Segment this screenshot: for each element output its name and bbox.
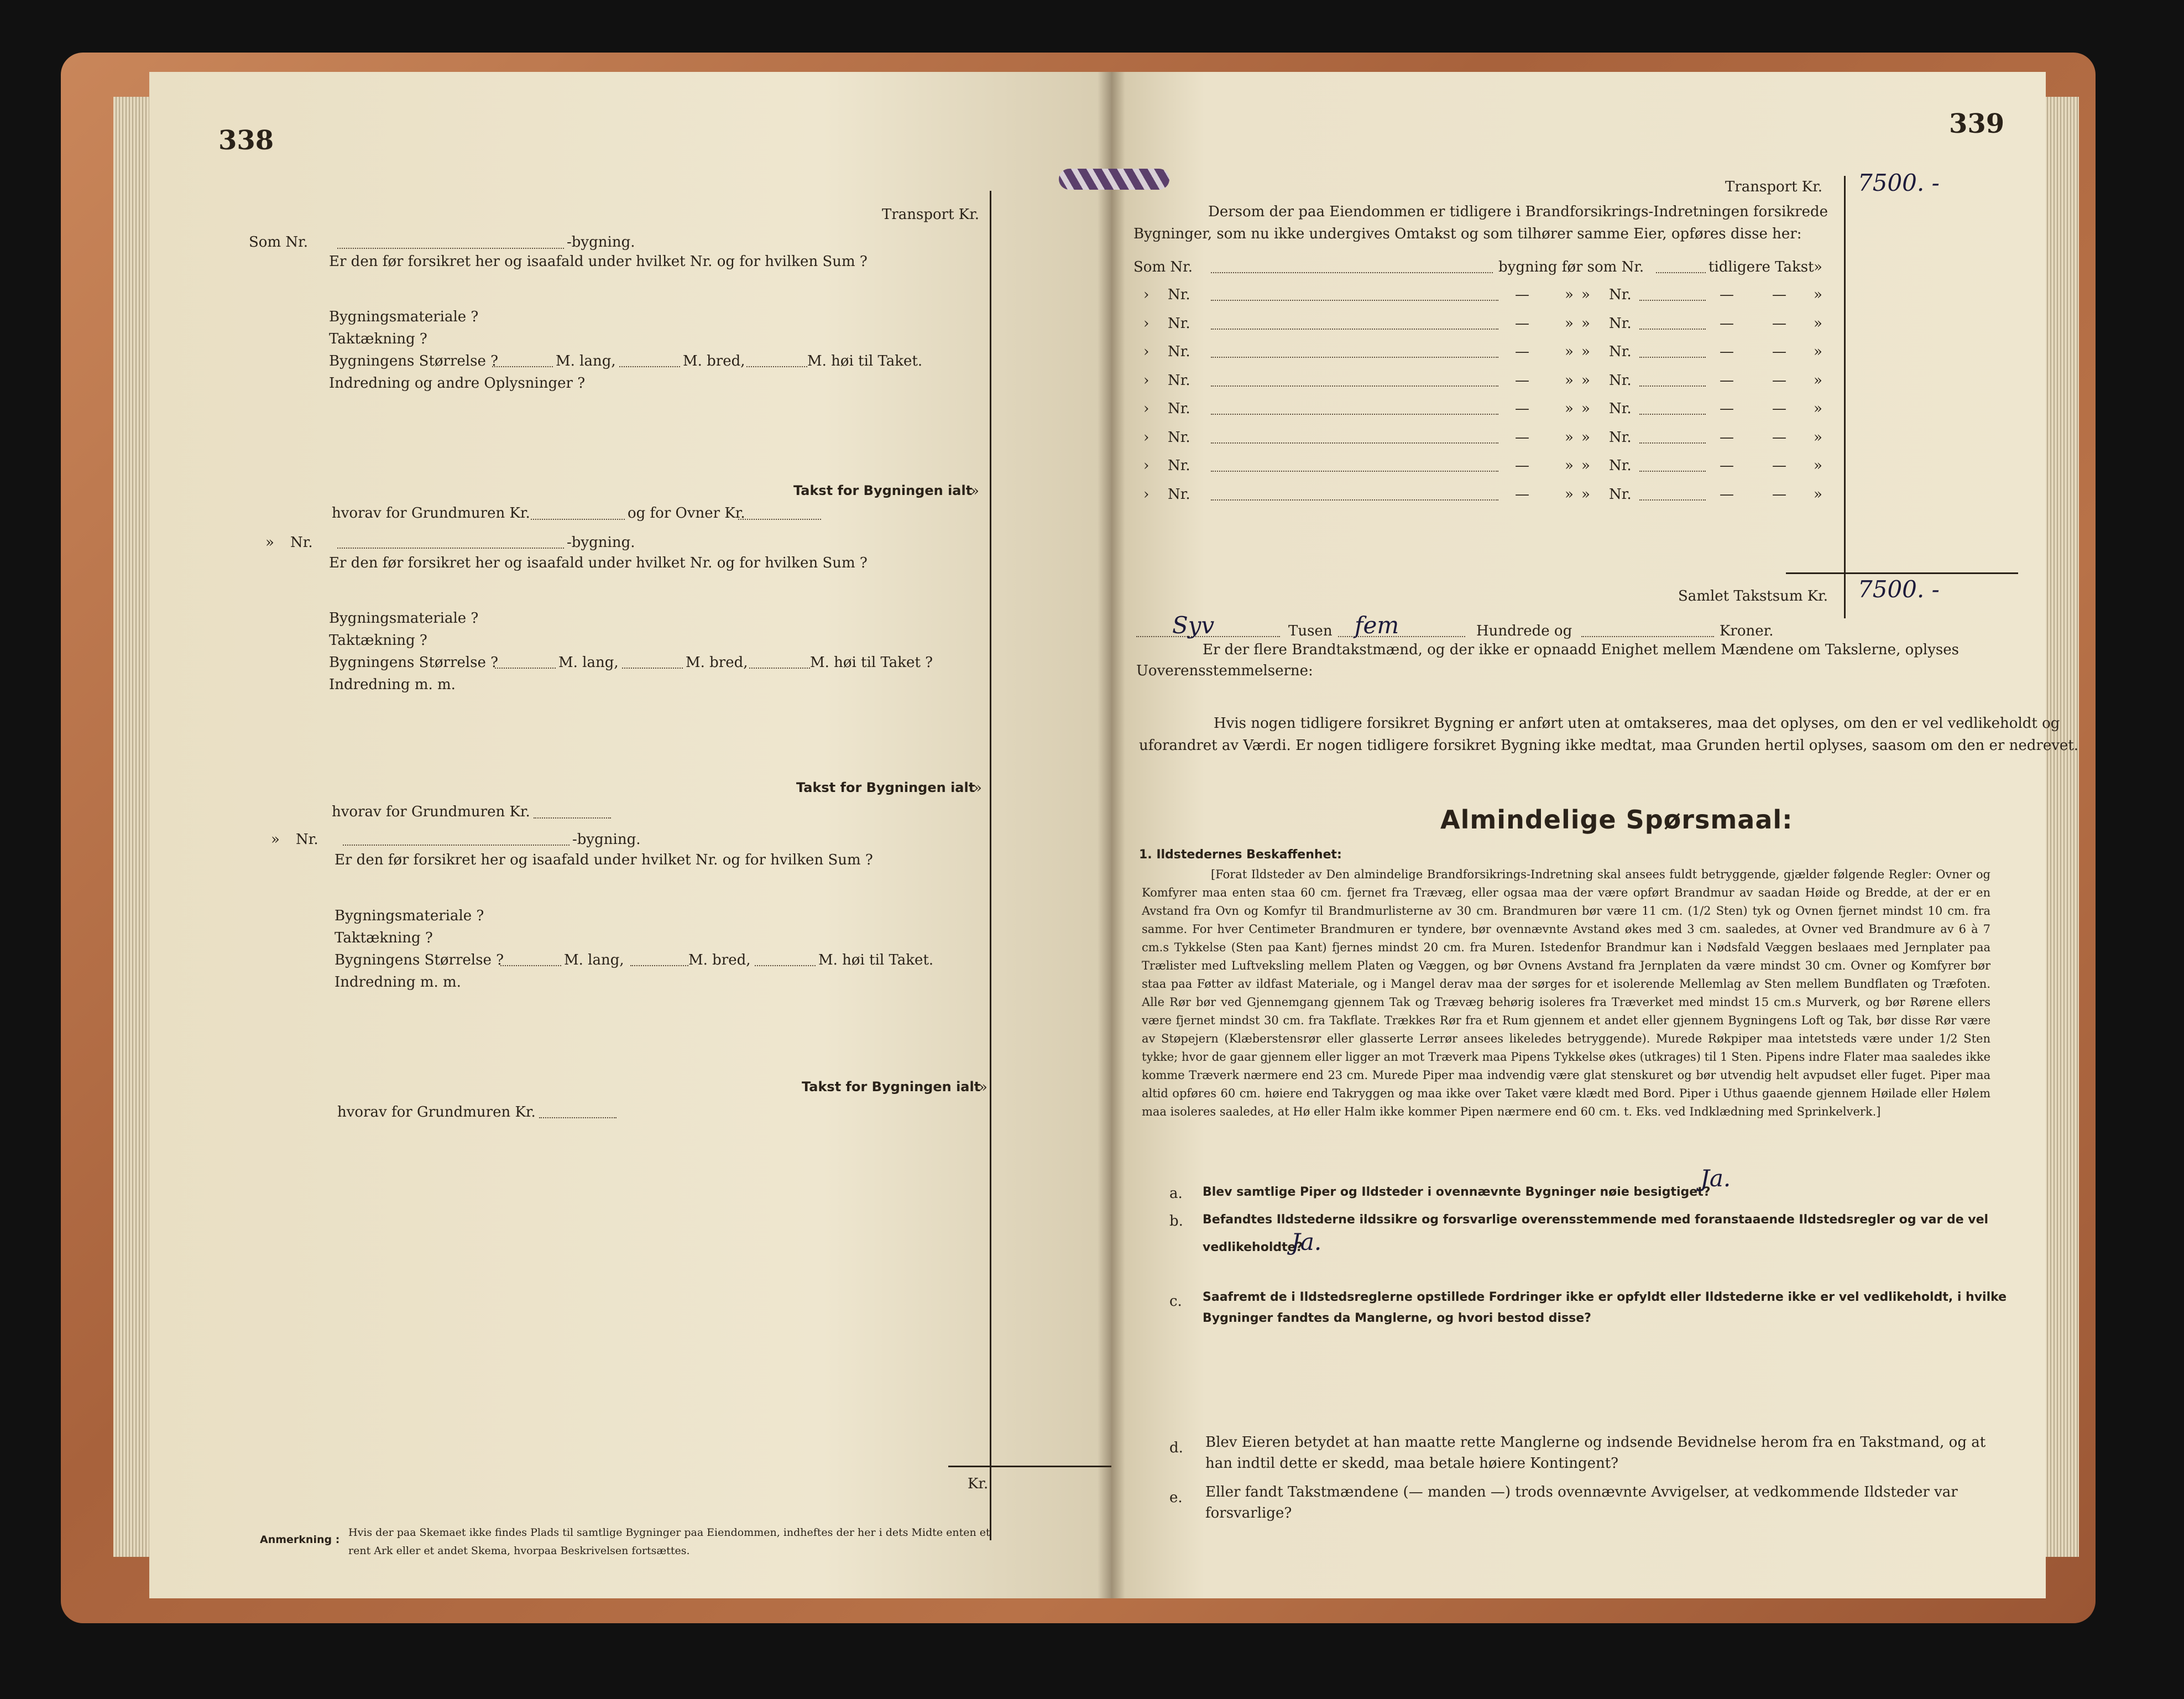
block3-bred-label: M. bred, (688, 952, 751, 968)
prior-row-nr-field[interactable] (1211, 414, 1498, 415)
prior-row-nr-label-2: Nr. (1609, 315, 1632, 332)
prior-row-arrow-end: » (1814, 457, 1822, 474)
block3-height-field[interactable] (755, 965, 816, 966)
bookmark-ribbon (1059, 169, 1169, 190)
prior-row-arrow-end: » (1814, 372, 1822, 389)
left-kr-label: Kr. (968, 1476, 989, 1492)
prior-row-som-nr-field[interactable] (1639, 385, 1706, 387)
anmerkning-text-1: Hvis der paa Skemaet ikke findes Plads til samtlige Bygninger paa Eiendommen, indheftes der her i dets Midte enten et (348, 1526, 990, 1539)
prior-row-nr-label: Nr. (1168, 457, 1190, 474)
prior-row-arrow-end: » (1814, 315, 1822, 332)
prior-row-arrow-mid2: » (1581, 457, 1590, 474)
prior-row-nr-field[interactable] (1211, 471, 1498, 472)
prior-row-dash: — (1515, 315, 1529, 332)
block1-height-field[interactable] (746, 366, 807, 367)
block3-nr-field[interactable] (343, 845, 569, 846)
block3-hvorav-label: hvorav for Grundmuren Kr. (337, 1104, 536, 1120)
prior-row-arrow-mid: » (1565, 286, 1574, 303)
block2-takst-arrow: » (973, 780, 982, 796)
prior-row-som-nr-field[interactable] (1639, 499, 1706, 501)
question-e-line-1: Eller fandt Takstmændene (— manden —) trods ovennævnte Avvigelser, at vedkommende Ildsteder var (1205, 1484, 1958, 1500)
prior-row-dash: — (1515, 457, 1529, 474)
prior-row-dash-3: — (1772, 486, 1786, 503)
block3-takst-label: Takst for Bygningen ialt (802, 1079, 981, 1095)
question-a-text: Blev samtlige Piper og Ildsteder i ovennævnte Bygninger nøie besigtiget? (1203, 1185, 1711, 1199)
words-kroner-line (1581, 636, 1714, 637)
block1-bygning-label: -bygning. (567, 234, 635, 251)
prior-row-arrow-end: » (1814, 486, 1822, 503)
block2-height-field[interactable] (749, 668, 810, 669)
prior-row-arrow-mid: » (1565, 457, 1574, 474)
words-thousands-value: Syv (1172, 612, 1215, 639)
block1-hvorav-label: hvorav for Grundmuren Kr. (332, 505, 530, 522)
prior-row-dash-2: — (1720, 400, 1734, 417)
block2-length-field[interactable] (495, 668, 556, 669)
right-transport-value: 7500. - (1858, 169, 1940, 196)
prior-row-dash-3: — (1772, 457, 1786, 474)
prior-row-nr-label-2: Nr. (1609, 486, 1632, 503)
block2-material-label: Bygningsmateriale ? (329, 610, 479, 627)
prior-row-dash-3: — (1772, 343, 1786, 360)
block2-lang-label: M. lang, (558, 654, 619, 671)
flere-line-1: Er der flere Brandtakstmænd, og der ikke er opnaadd Enighet mellem Mændene om Takslerne, oplyses (1203, 642, 1959, 658)
block3-lang-label: M. lang, (564, 952, 624, 968)
anmerkning-text-2: rent Ark eller et andet Skema, hvorpaa Beskrivelsen fortsættes. (348, 1545, 690, 1557)
left-page-number: 338 (218, 125, 274, 156)
prior-row-dash-3: — (1772, 372, 1786, 389)
block3-arrow: » (271, 831, 280, 848)
prior-row-dash: — (1515, 372, 1529, 389)
prior-row-nr-label-2: Nr. (1609, 372, 1632, 389)
prior-row-arrow-mid: » (1565, 372, 1574, 389)
prior-row-dash: — (1515, 343, 1529, 360)
prior-row-arrow-mid: » (1565, 315, 1574, 332)
block3-nr-label: Nr. (296, 831, 318, 848)
question-c-line-2: Bygninger fandtes da Manglerne, og hvori bestod disse? (1203, 1311, 1591, 1325)
question-a-answer: Ja. (1700, 1165, 1731, 1192)
question-c-line-1: Saafremt de i Ildstedsreglerne opstillede Fordringer ikke er opfyldt eller Ildstederne ikke er vel vedlikeholdt, i hvilke (1203, 1290, 2007, 1304)
anmerkning-label: Anmerkning : (260, 1534, 340, 1546)
prior-row-dash-2: — (1720, 286, 1734, 303)
right-intro-line-1: Dersom der paa Eiendommen er tidligere i Brandforsikrings-Indretningen forsikrede (1208, 204, 1828, 220)
prior-row-arrow-mid2: » (1581, 400, 1590, 417)
prior-row-nr-field[interactable] (1211, 499, 1498, 501)
prior-row-dash-2: — (1720, 343, 1734, 360)
prior-row-1-nr-field[interactable] (1211, 272, 1493, 273)
prior-row-nr-field[interactable] (1211, 329, 1498, 330)
prior-row-dash-2: — (1720, 315, 1734, 332)
prior-row-som-nr-field[interactable] (1639, 414, 1706, 415)
right-transport-label: Transport Kr. (1725, 179, 1823, 195)
prior-row-dash-3: — (1772, 286, 1786, 303)
section-heading: Almindelige Spørsmaal: (1440, 805, 1793, 835)
prior-row-som-nr-field[interactable] (1639, 357, 1706, 358)
prior-row-arrow: › (1143, 457, 1150, 474)
block3-takst-arrow: » (979, 1079, 987, 1096)
left-transport-label: Transport Kr. (882, 206, 980, 223)
prior-row-dash-3: — (1772, 315, 1786, 332)
block2-nr-field[interactable] (337, 548, 564, 549)
prior-row-1-arrow: » (1814, 259, 1822, 275)
block3-material-label: Bygningsmateriale ? (335, 908, 484, 924)
prior-row-arrow-mid: » (1565, 429, 1574, 446)
block2-nr-label: Nr. (290, 534, 313, 551)
prior-row-dash: — (1515, 486, 1529, 503)
prior-row-1-bygning-label: bygning før som Nr. (1498, 259, 1644, 275)
block3-hoi-label: M. høi til Taket. (818, 952, 934, 968)
question-b-line-1: Befandtes Ildstederne ildssikre og forsvarlige overensstemmende med foranstaaende Ildstedsregler og var de vel (1203, 1213, 1989, 1227)
block1-roofing-label: Taktækning ? (329, 331, 427, 347)
prior-row-1-takst-label: tidligere Takst (1708, 259, 1814, 275)
question-e-line-2: forsvarlige? (1205, 1505, 1292, 1521)
question-c-label: c. (1169, 1293, 1182, 1310)
block3-size-label: Bygningens Størrelse ? (335, 952, 504, 968)
block1-bred-label: M. bred, (683, 353, 745, 369)
hvis-line-1: Hvis nogen tidligere forsikret Bygning er anført uten at omtakseres, maa det oplyses, om den er vel vedlikeholdt og (1214, 715, 2060, 732)
prior-row-arrow-mid2: » (1581, 343, 1590, 360)
block2-size-label: Bygningens Størrelse ? (329, 654, 499, 671)
block2-interior-label: Indredning m. m. (329, 676, 456, 693)
block1-hoi-label: M. høi til Taket. (807, 353, 923, 369)
prior-row-nr-label-2: Nr. (1609, 286, 1632, 303)
prior-row-arrow: › (1143, 429, 1150, 446)
prior-row-arrow: › (1143, 286, 1150, 303)
prior-row-arrow: › (1143, 486, 1150, 503)
question-b-label: b. (1169, 1213, 1183, 1229)
question-d-line-2: han indtil dette er skedd, maa betale høiere Kontingent? (1205, 1455, 1619, 1472)
prior-row-nr-field[interactable] (1211, 357, 1498, 358)
prior-row-arrow-mid2: » (1581, 486, 1590, 503)
prior-row-dash: — (1515, 400, 1529, 417)
block1-lang-label: M. lang, (556, 353, 616, 369)
prior-row-arrow-mid: » (1565, 400, 1574, 417)
prior-row-nr-label-2: Nr. (1609, 400, 1632, 417)
prior-row-arrow-end: » (1814, 400, 1822, 417)
hvis-line-2: uforandret av Værdi. Er nogen tidligere forsikret Bygning ikke medtat, maa Grunden hertil oplyses, saasom om den er nedrevet. (1139, 737, 2079, 754)
prior-row-nr-label: Nr. (1168, 286, 1190, 303)
section-1-rules-text: [Forat Ildsteder av Den almindelige Brandforsikrings-Indretning skal ansees fuldt betryggende, gjælder følgende Regler: Ovner og Komfyrer maa enten staa 60 cm. fjernet fra Trævæg, eller ogsaa maa der være opført Brandmur av saadan Høide og Bredde, at der er en Avstand fra Ovn og Komfyr til Brandmurlisterne av 30 cm. Brandmuren bør være 11 cm. (1/2 Sten) tyk og Ovnen fjernet mindst 10 cm. fra samme. For hver Centimeter Brandmuren er tyndere, bør ovennævnte Avstand økes med 3 cm. saaledes, at Ovner ved Brandmure av 6 à 7 cm.s Tykkelse (Sten paa Kant) fjernes mindst 20 cm. fra Muren. Istedenfor Brandmur kan i Nødsfald Væggen beslaaes med Jernplater paa Trælister med Luftveksling mellem Platen og Væggen, og bør Ovnens Avstand fra Jernplaten da være mindst 30 cm. Ovner og Komfyrer bør staa paa Føtter av ildfast Materiale, og i Mangel derav maa der sørges for et isolerende Mellemlag av Sten mellem Bundflaten og Træfoten. Alle Rør bør ved Gjennemgang gjennem Tak og Trævæg behørig isoleres fra Træverket med mindst 15 cm.s Murverk, og bør Rørene ellers være fjernet mindst 30 cm. fra Takflate. Trækkes Rør fra et Rum gjennem et andet eller gjennem Bygningens Loft og Tak, bør disse Rør være av Støpejern (Klæberstensrør eller glasserte Lerrør ansees likeledes betryggende). Murede Røkpiper maa intetsteds være under 1/2 Sten tykke; hvor de gaar gjennem eller ligger an mot Træverk maa Pipens Tykkelse økes (utkrages) til 1 Sten. Pipens indre Flater maa saaledes ikke komme Træverk nærmere end 23 cm. Murede Piper maa indvendig være glat stenskuret og bør utvendig helt avpudset eller fuget. Piper maa altid opføres 60 cm. høiere end Takryggen og maa ikke over Taket være klædt med Bord. Piper i Uthus gaaende gjennem Høilade eller Hølem maa isoleres saaledes, at Hø eller Halm ikke kommer Pipen nærmere end 60 cm. t. Eks. ved Indklædning med Sprinkelverk.] (1142, 868, 1990, 1118)
prior-row-arrow: › (1143, 400, 1150, 417)
prior-row-arrow-mid2: » (1581, 429, 1590, 446)
block2-arrow: » (265, 534, 274, 551)
question-d-line-1: Blev Eieren betydet at han maatte rette Manglerne og indsende Bevidnelse herom fra en Takstmand, og at (1205, 1434, 1986, 1451)
prior-row-dash-2: — (1720, 372, 1734, 389)
block1-width-field[interactable] (619, 366, 680, 367)
prior-row-arrow-end: » (1814, 286, 1822, 303)
prior-row-dash-2: — (1720, 486, 1734, 503)
prior-row-arrow-mid2: » (1581, 286, 1590, 303)
block1-ovner-label: og for Ovner Kr. (628, 505, 745, 522)
right-page (1111, 72, 2046, 1598)
prior-row-nr-field[interactable] (1211, 300, 1498, 301)
block1-takst-label: Takst for Bygningen ialt (793, 483, 973, 498)
block2-roofing-label: Taktækning ? (329, 632, 427, 649)
question-e-label: e. (1169, 1489, 1183, 1506)
prior-row-dash-2: — (1720, 457, 1734, 474)
prior-row-arrow: › (1143, 315, 1150, 332)
prior-row-dash: — (1515, 429, 1529, 446)
words-tusen-label: Tusen (1288, 623, 1333, 639)
left-amount-column-line (990, 191, 991, 1540)
block3-width-field[interactable] (630, 965, 688, 966)
prior-row-arrow: › (1143, 343, 1150, 360)
prior-row-dash: — (1515, 286, 1529, 303)
prior-row-arrow: › (1143, 372, 1150, 389)
prior-row-arrow-end: » (1814, 429, 1822, 446)
block1-size-label: Bygningens Størrelse ? (329, 353, 499, 369)
samlet-label: Samlet Takstsum Kr. (1678, 588, 1828, 604)
samlet-value: 7500. - (1858, 576, 1940, 603)
block1-nr-label: Som Nr. (249, 234, 308, 251)
prior-row-arrow-end: » (1814, 343, 1822, 360)
block2-takst-label: Takst for Bygningen ialt (796, 780, 975, 795)
prior-row-nr-label: Nr. (1168, 372, 1190, 389)
prior-row-nr-label-2: Nr. (1609, 343, 1632, 360)
page-edges-right (2040, 97, 2079, 1557)
prior-row-som-nr-field[interactable] (1639, 442, 1706, 444)
block1-material-label: Bygningsmateriale ? (329, 309, 479, 325)
right-page-number: 339 (1949, 108, 2005, 139)
block1-interior-label: Indredning og andre Oplysninger ? (329, 375, 586, 392)
block3-interior-label: Indredning m. m. (335, 974, 461, 991)
prior-row-arrow-mid2: » (1581, 372, 1590, 389)
prior-row-nr-label: Nr. (1168, 343, 1190, 360)
block1-question: Er den før forsikret her og isaafald under hvilket Nr. og for hvilken Sum ? (329, 253, 868, 270)
block3-roofing-label: Taktækning ? (335, 930, 433, 946)
prior-row-arrow-mid: » (1565, 486, 1574, 503)
prior-row-som-nr-field[interactable] (1639, 471, 1706, 472)
block1-length-field[interactable] (492, 366, 553, 367)
prior-row-dash-3: — (1772, 429, 1786, 446)
prior-row-som-nr-field[interactable] (1639, 300, 1706, 301)
prior-row-nr-label: Nr. (1168, 486, 1190, 503)
block2-question: Er den før forsikret her og isaafald under hvilket Nr. og for hvilken Sum ? (329, 555, 868, 571)
prior-row-dash-3: — (1772, 400, 1786, 417)
prior-row-1-nr-label: Som Nr. (1133, 259, 1193, 275)
block1-grundmur-field[interactable] (531, 519, 625, 520)
prior-row-dash-2: — (1720, 429, 1734, 446)
prior-row-nr-label-2: Nr. (1609, 429, 1632, 446)
block2-bygning-label: -bygning. (567, 534, 635, 551)
prior-row-nr-field[interactable] (1211, 385, 1498, 387)
block2-hvorav-label: hvorav for Grundmuren Kr. (332, 804, 530, 820)
block3-grundmur-field[interactable] (539, 1117, 616, 1118)
right-amount-column-line (1844, 176, 1846, 618)
question-b-answer: Ja. (1291, 1228, 1322, 1255)
book-gutter (1098, 72, 1125, 1598)
prior-row-nr-label: Nr. (1168, 429, 1190, 446)
block3-question: Er den før forsikret her og isaafald under hvilket Nr. og for hvilken Sum ? (335, 852, 873, 868)
question-d-label: d. (1169, 1440, 1183, 1456)
block2-width-field[interactable] (622, 668, 683, 669)
prior-row-nr-label-2: Nr. (1609, 457, 1632, 474)
words-hundreds-value: fem (1355, 612, 1399, 639)
section-1-title: 1. Ildstedernes Beskaffenhet: (1139, 848, 1342, 862)
right-intro-line-2: Bygninger, som nu ikke undergives Omtakst og som tilhører samme Eier, opføres disse her: (1133, 226, 1802, 242)
block3-length-field[interactable] (500, 965, 561, 966)
block2-bred-label: M. bred, (686, 654, 748, 671)
flere-line-2: Uoverensstemmelserne: (1136, 663, 1313, 679)
block3-bygning-label: -bygning. (572, 831, 641, 848)
samlet-rule (1786, 572, 2018, 574)
prior-row-nr-label: Nr. (1168, 400, 1190, 417)
words-hundrede-label: Hundrede og (1476, 623, 1572, 639)
block2-hoi-label: M. høi til Taket ? (810, 654, 933, 671)
prior-row-nr-label: Nr. (1168, 315, 1190, 332)
words-kroner-label: Kroner. (1720, 623, 1774, 639)
block1-takst-arrow: » (970, 483, 979, 499)
prior-row-arrow-mid: » (1565, 343, 1574, 360)
block2-grundmur-field[interactable] (534, 817, 611, 819)
block1-ovner-field[interactable] (738, 519, 821, 520)
prior-row-nr-field[interactable] (1211, 442, 1498, 444)
question-b-line-2: vedlikeholdte? (1203, 1241, 1303, 1254)
prior-row-arrow-mid2: » (1581, 315, 1590, 332)
prior-row-1-som-nr-field[interactable] (1656, 272, 1706, 273)
question-a-label: a. (1169, 1185, 1183, 1202)
block1-nr-field[interactable] (337, 248, 564, 249)
prior-row-som-nr-field[interactable] (1639, 329, 1706, 330)
